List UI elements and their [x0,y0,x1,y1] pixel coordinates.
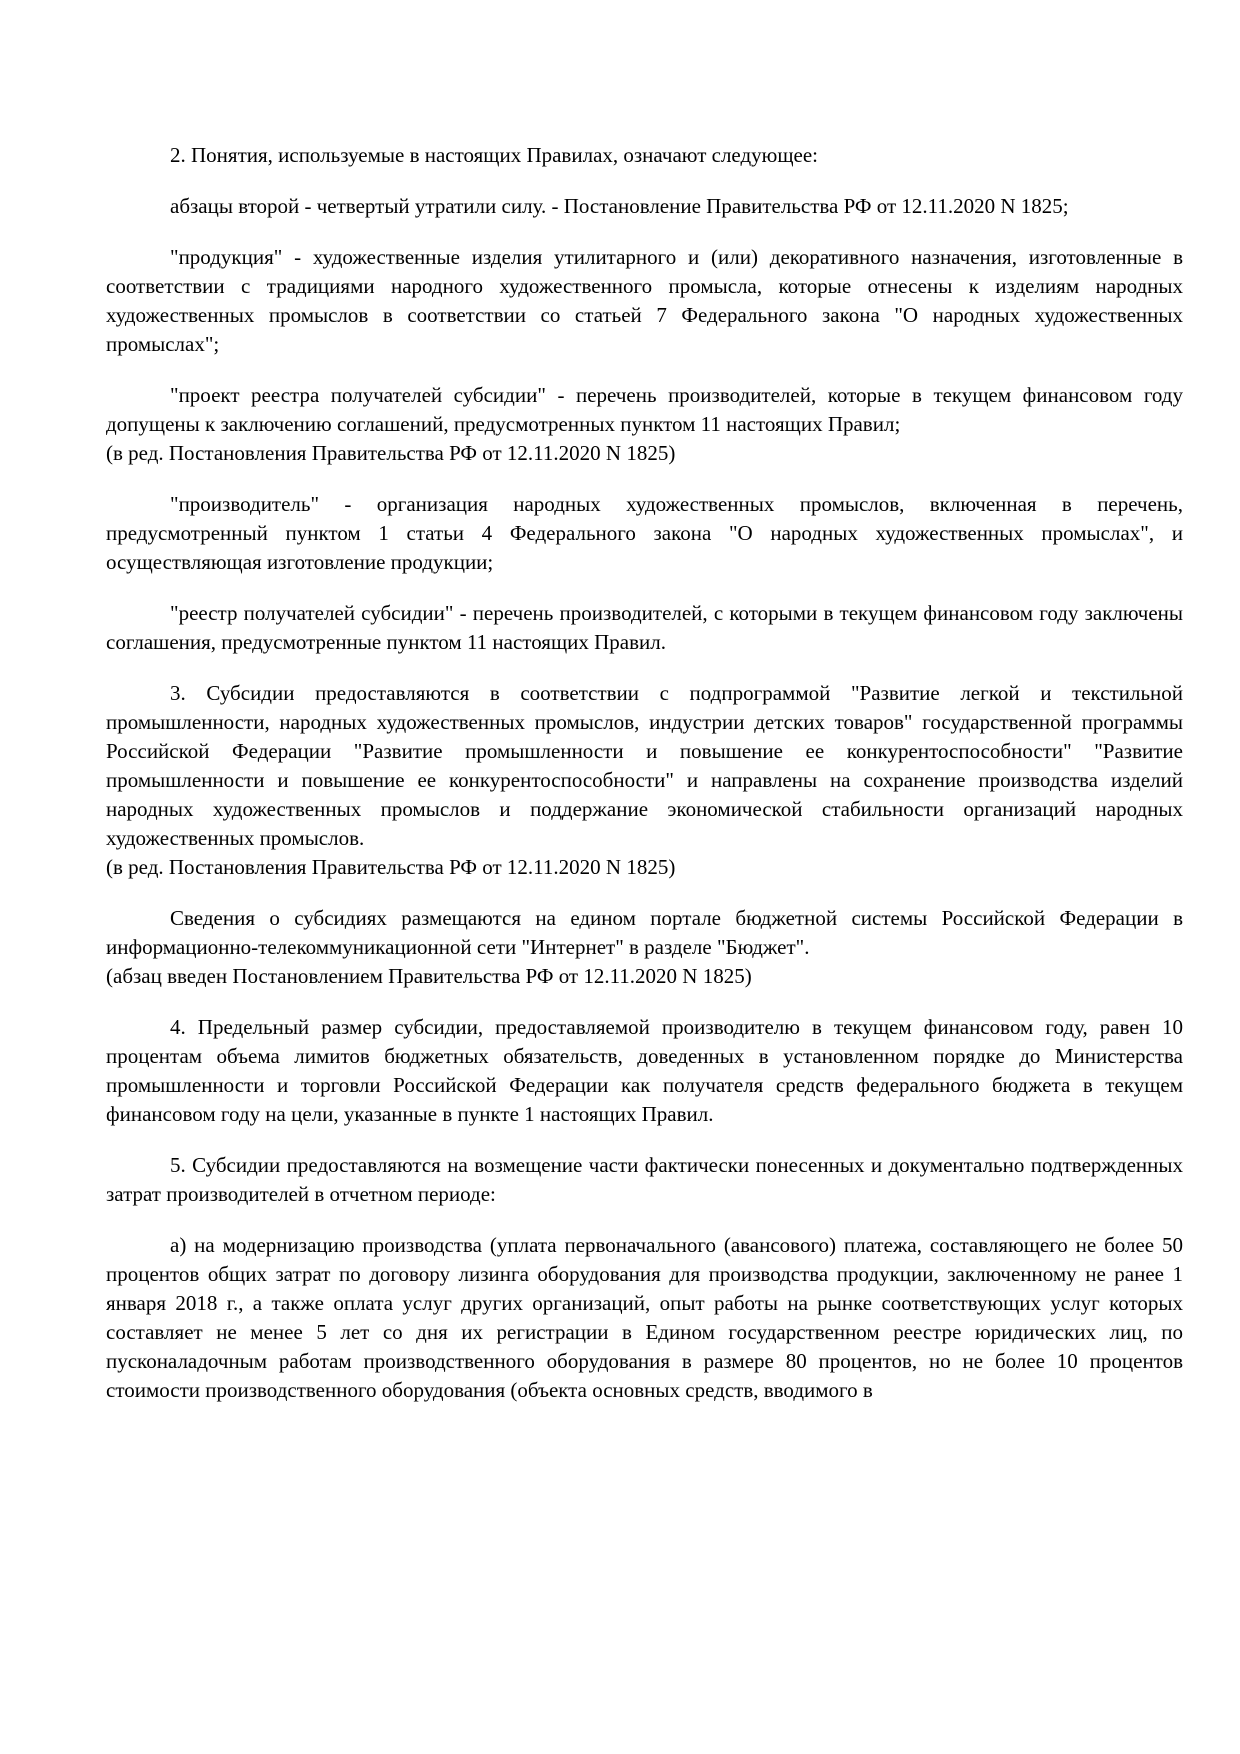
paragraph-budget-portal: Сведения о субсидиях размещаются на едином портале бюджетной системы Российской Федерации в информационно-телекоммуникационной сети "Интернет" в разделе "Бюджет". [106,906,1183,959]
paragraph-definition-registry: "реестр получателей субсидии" - перечень производителей, с которыми в текущем финансовом году заключены соглашения, предусмотренные пунктом 11 настоящих Правил. [106,601,1183,654]
paragraph-definition-produkcia: "продукция" - художественные изделия утилитарного и (или) декоративного назначения, изготовленные в соответствии с традициями народного художественного промысла, которые отнесены к изделиям народных художественных промыслов в соответствии со статьей 7 Федерального закона "О народных художественных промыслах"; [106,245,1183,356]
paragraph-definition-producer: "производитель" - организация народных художественных промыслов, включенная в перечень, предусмотренный пунктом 1 статьи 4 Федерального закона "О народных художественных промыслах", и осуществляющая изготовление продукции; [106,492,1183,574]
paragraph-definition-draft-registry: "проект реестра получателей субсидии" - перечень производителей, которые в текущем финансовом году допущены к заключению соглашений, предусмотренных пунктом 11 настоящих Правил; [106,383,1183,436]
amendment-note: (в ред. Постановления Правительства РФ от 12.11.2020 N 1825) [106,441,676,465]
paragraph-2-intro: 2. Понятия, используемые в настоящих Правилах, означают следующее: [170,143,818,167]
paragraph-5-reimbursement: 5. Субсидии предоставляются на возмещение части фактически понесенных и документально подтвержденных затрат производителей в отчетном периоде: [106,1153,1183,1206]
amendment-note: (абзац введен Постановлением Правительства РФ от 12.11.2020 N 1825) [106,964,752,988]
amendment-note: (в ред. Постановления Правительства РФ от 12.11.2020 N 1825) [106,855,676,879]
paragraph-4-subsidy-limit: 4. Предельный размер субсидии, предоставляемой производителю в текущем финансовом году, равен 10 процентам объема лимитов бюджетных обязательств, доведенных в установленном порядке до Министерства промышленности и торговли Российской Федерации как получателя средств федерального бюджета в текущем финансовом году на цели, указанные в пункте 1 настоящих Правил. [106,1015,1183,1126]
paragraph-3-subprogram: 3. Субсидии предоставляются в соответствии с подпрограммой "Развитие легкой и текстильной промышленности, народных художественных промыслов, индустрии детских товаров" государственной программы Российской Федерации "Развитие промышленности и повышение ее конкурентоспособности" "Развитие промышленности и повышение ее конкурентоспособности" и направлены на сохранение производства изделий народных художественных промыслов и поддержание экономической стабильности организаций народных художественных промыслов. [106,681,1183,850]
paragraph-5a-modernization: а) на модернизацию производства (уплата первоначального (авансового) платежа, составляющего не более 50 процентов общих затрат по договору лизинга оборудования для производства продукции, заключенному не ранее 1 января 2018 г., а также оплата услуг других организаций, опыт работы на рынке соответствующих услуг которых составляет не менее 5 лет со дня их регистрации в Едином государственном реестре юридических лиц, по пусконаладочным работам производственного оборудования в размере 80 процентов, но не более 10 процентов стоимости производственного оборудования (объекта основных средств, вводимого в [106,1233,1183,1402]
paragraph-lapsed-clauses: абзацы второй - четвертый утратили силу. - Постановление Правительства РФ от 12.11.2020 N 1825; [170,194,1069,218]
